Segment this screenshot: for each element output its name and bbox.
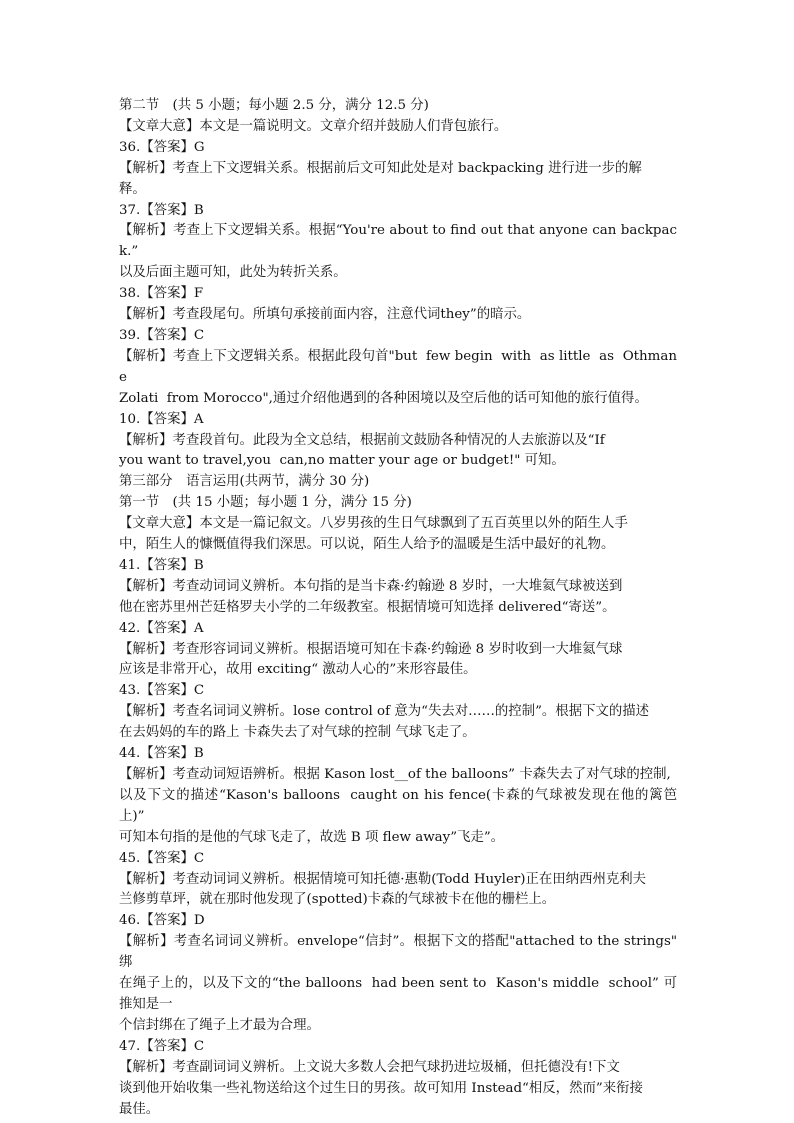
text-line: 43.【答案】C: [119, 683, 205, 699]
text-line: 中，陌生人的慷慨值得我们深思。可以说，陌生人给予的温暖是生活中最好的礼物。: [119, 537, 615, 553]
text-line: 个信封绑在了绳子上才最为合理。: [119, 1017, 320, 1033]
text-line: 应该是非常开心，故用 exciting“ 激动人心的”来形容最佳。: [119, 662, 477, 678]
text-line: 谈到他开始收集一些礼物送给这个过生日的男孩。故可知用 Instead“相反，然而”来衔接: [119, 1080, 643, 1096]
text-line: 第三部分 语言运用(共两节，满分 30 分): [119, 474, 370, 490]
text-line: 可知本句指的是他的气球飞走了，故选 B 项 flew away”飞走”。: [119, 829, 505, 845]
text-line: 以及后面主题可知，此处为转折关系。: [119, 265, 347, 281]
text-line: 【解析】考查动词短语辨析。根据 Kason lost__of the balloons” 卡森失去了对气球的控制,: [119, 767, 671, 782]
text-line: 第二节 (共 5 小题；每小题 2.5 分，满分 12.5 分): [119, 98, 429, 113]
text-line: 【解析】考查上下文逻辑关系。根据此段句首"but few begin with as little as Othmane: [119, 348, 677, 385]
document-body: [119, 96, 682, 1120]
text-line: 【解析】考查上下文逻辑关系。根据“You're about to find out that anyone can backpack.”: [119, 223, 677, 260]
text-line: 42.【答案】A: [119, 620, 204, 636]
text-line: 10.【答案】A: [119, 411, 204, 427]
text-line: 38.【答案】F: [119, 286, 204, 302]
text-line: 最佳。: [119, 1101, 160, 1117]
text-line: 他在密苏里州芒廷格罗夫小学的二年级教室。根据情境可知选择 delivered“寄送”。: [119, 599, 616, 615]
text-line: 45.【答案】C: [119, 850, 205, 866]
text-line: 以及下文的描述“Kason's balloons caught on his fence(卡森的气球被发现在他的篱笆上)”: [119, 787, 677, 824]
text-line: 47.【答案】C: [119, 1038, 205, 1054]
text-line: 【解析】考查形容词词义辨析。根据语境可知在卡森·约翰逊 8 岁时收到一大堆氦气球: [119, 641, 623, 657]
text-line: 【文章大意】本文是一篇说明文。文章介绍并鼓励人们背包旅行。: [119, 118, 508, 134]
text-line: 【解析】考查动词词义辨析。本句指的是当卡森·约翰逊 8 岁时，一大堆氦气球被送到: [119, 578, 623, 594]
text-line: 释。: [119, 181, 146, 197]
text-line: 【解析】考查副词词义辨析。上文说大多数人会把气球扔进垃圾桶，但托德没有!下文: [119, 1059, 620, 1075]
text-line: 【解析】考查段尾句。所填句承接前面内容，注意代词they”的暗示。: [119, 307, 531, 323]
text-line: you want to travel,you can,no matter your age or budget!" 可知。: [119, 453, 565, 469]
text-line: 【解析】考查动词词义辨析。根据情境可知托德·惠勒(Todd Huyler)正在田纳西州克利夫: [119, 871, 647, 887]
text-line: 【解析】考查名词词义辨析。envelope“信封”。根据下文的搭配"attached to the strings" 绑: [119, 934, 682, 971]
text-line: 41.【答案】B: [119, 557, 204, 573]
text-line: 【解析】考查名词词义辨析。lose control of 意为“失去对……的控制”。根据下文的描述: [119, 704, 650, 720]
text-line: 在去妈妈的车的路上 卡森失去了对气球的控制 气球飞走了。: [119, 725, 476, 741]
text-line: 39.【答案】C: [119, 327, 205, 343]
text-line: Zolati from Morocco",通过介绍他遇到的各种困境以及空后他的话可知他的旅行值得。: [119, 390, 648, 406]
text-line: 第一节 (共 15 小题；每小题 1 分，满分 15 分): [119, 495, 412, 511]
text-line: 在绳子上的，以及下文的“the balloons had been sent to Kason's middle school” 可推知是一: [119, 976, 677, 1012]
text-line: 44.【答案】B: [119, 746, 204, 762]
text-line: 46.【答案】D: [119, 913, 205, 929]
text-line: 【解析】考查段首句。此段为全文总结，根据前文鼓励各种情况的人去旅游以及“If: [119, 432, 605, 448]
text-line: 兰修剪草坪，就在那时他发现了(spotted)卡森的气球被卡在他的栅栏上。: [119, 892, 556, 908]
text-line: 【解析】考查上下文逻辑关系。根据前后文可知此处是对 backpacking 进行进一步的解: [119, 160, 642, 176]
text-line: 【文章大意】本文是一篇记叙文。八岁男孩的生日气球飘到了五百英里以外的陌生人手: [119, 516, 628, 532]
text-line: 37.【答案】B: [119, 202, 204, 218]
text-line: 36.【答案】G: [119, 139, 205, 155]
